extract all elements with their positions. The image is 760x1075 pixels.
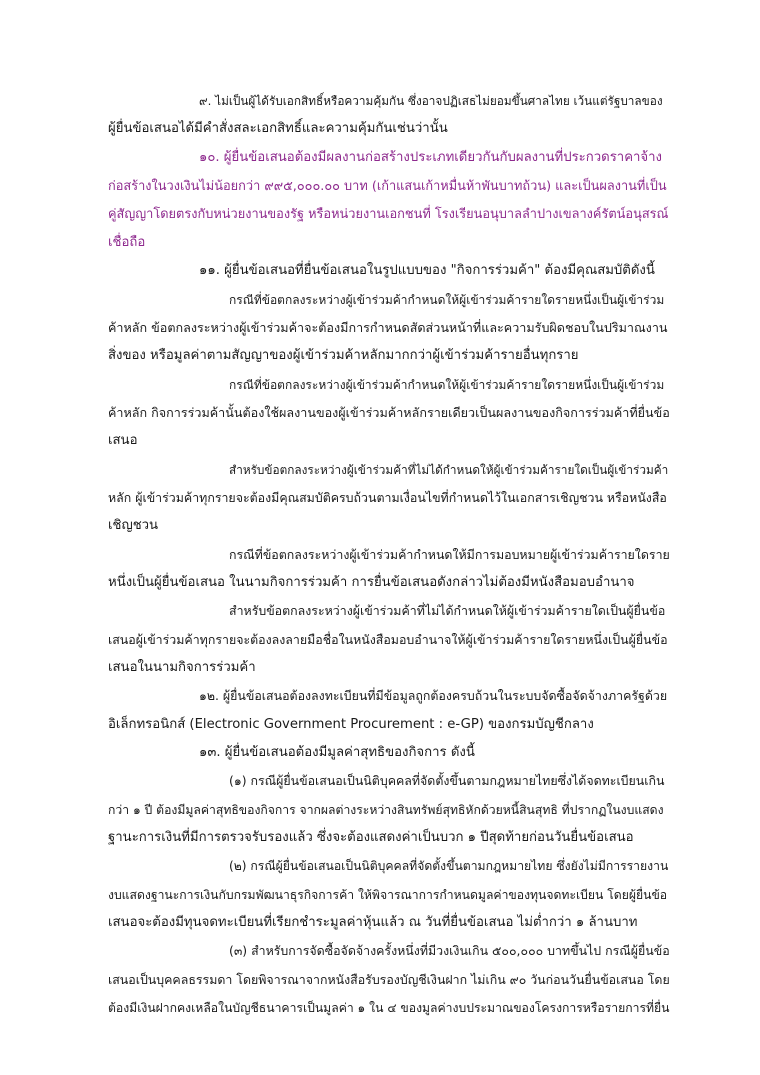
text-line: กรณีที่ข้อตกลงระหว่างผู้เข้าร่วมค้ากำหนดให้ผู้เข้าร่วมค้ารายใดรายหนึ่งเป็นผู้เข้าร่วม bbox=[229, 378, 665, 392]
text-line: ต้องมีเงินฝากคงเหลือในบัญชีธนาคารเป็นมูลค่า ๑ ใน ๔ ของมูลค่างบประมาณของโครงการหรือรายการที่ยื่น bbox=[108, 1001, 670, 1015]
text-line: กรณีที่ข้อตกลงระหว่างผู้เข้าร่วมค้ากำหนดให้มีการมอบหมายผู้เข้าร่วมค้ารายใดราย bbox=[229, 547, 670, 562]
text-line: เสนอผู้เข้าร่วมค้าทุกรายจะต้องลงลายมือชื่อในหนังสือมอบอำนาจให้ผู้เข้าร่วมค้ารายใดรายหนึ่งเป็นผู้ยื่นข้อ bbox=[108, 632, 668, 647]
text-line: (๒) กรณีผู้ยื่นข้อเสนอเป็นนิติบุคคลที่จัดตั้งขึ้นตามกฎหมายไทย ซึ่งยังไม่มีการรายงาน bbox=[229, 859, 669, 873]
text-line: เสนอจะต้องมีทุนจดทะเบียนที่เรียกชำระมูลค่าหุ้นแล้ว ณ วันที่ยื่นข้อเสนอ ไม่ต่ำกว่า ๑ ล้านบาท bbox=[108, 915, 638, 930]
text-line: กว่า ๑ ปี ต้องมีมูลค่าสุทธิของกิจการ จากผลต่างระหว่างสินทรัพย์สุทธิหักด้วยหนี้สินสุทธิ ที่ปรากฏในงบแสดง bbox=[108, 803, 664, 817]
text-line: คู่สัญญาโดยตรงกับหน่วยงานของรัฐ หรือหน่วยงานเอกชนที่ โรงเรียนอนุบาลลำปางเขลางค์รัตน์อนุสรณ์ bbox=[108, 207, 669, 222]
text-line: กรณีที่ข้อตกลงระหว่างผู้เข้าร่วมค้ากำหนดให้ผู้เข้าร่วมค้ารายใดรายหนึ่งเป็นผู้เข้าร่วม bbox=[229, 293, 665, 307]
text-line: หลัก ผู้เข้าร่วมค้าทุกรายจะต้องมีคุณสมบัติครบถ้วนตามเงื่อนไขที่กำหนดไว้ในเอกสารเชิญชวน หรือหนังสือ bbox=[108, 490, 667, 505]
text-line: สำหรับข้อตกลงระหว่างผู้เข้าร่วมค้าที่ไม่ได้กำหนดให้ผู้เข้าร่วมค้ารายใดเป็นผู้เข้าร่วมค้า bbox=[229, 463, 669, 477]
text-line: สิ่งของ หรือมูลค่าตามสัญญาของผู้เข้าร่วมค้าหลักมากกว่าผู้เข้าร่วมค้ารายอื่นทุกราย bbox=[108, 348, 579, 363]
text-line: ค้าหลัก กิจการร่วมค้านั้นต้องใช้ผลงานของผู้เข้าร่วมค้าหลักรายเดียวเป็นผลงานของกิจการร่วมค้าที่ยื่นข้อ bbox=[108, 405, 670, 420]
text-line: ค้าหลัก ข้อตกลงระหว่างผู้เข้าร่วมค้าจะต้องมีการกำหนดสัดส่วนหน้าที่และความรับผิดชอบในปริมาณงาน bbox=[108, 320, 668, 335]
text-line: เสนอเป็นบุคคลธรรมดา โดยพิจารณาจากหนังสือรับรองบัญชีเงินฝาก ไม่เกิน ๙๐ วันก่อนวันยื่นข้อเสนอ โดย bbox=[108, 972, 670, 987]
text-line: ผู้ยื่นข้อเสนอได้มีคำสั่งสละเอกสิทธิ์และความคุ้มกันเช่นว่านั้น bbox=[108, 121, 448, 136]
text-line: ๑๒. ผู้ยื่นข้อเสนอต้องลงทะเบียนที่มีข้อมูลถูกต้องครบถ้วนในระบบจัดซื้อจัดจ้างภาครัฐด้วย bbox=[199, 688, 668, 703]
text-line: ๑๑. ผู้ยื่นข้อเสนอที่ยื่นข้อเสนอในรูปแบบของ "กิจการร่วมค้า" ต้องมีคุณสมบัติดังนี้ bbox=[199, 263, 655, 278]
text-line: สำหรับข้อตกลงระหว่างผู้เข้าร่วมค้าที่ไม่ได้กำหนดให้ผู้เข้าร่วมค้ารายใดเป็นผู้ยื่นข้อ bbox=[229, 603, 666, 618]
text-line: เสนอ bbox=[108, 433, 138, 448]
text-line: ก่อสร้างในวงเงินไม่น้อยกว่า ๙๙๕,๐๐๐.๐๐ บาท (เก้าแสนเก้าหมื่นห้าพันบาทถ้วน) และเป็นผลงานที่เป็น bbox=[108, 179, 667, 194]
text-line: งบแสดงฐานะการเงินกับกรมพัฒนาธุรกิจการค้า ให้พิจารณาการกำหนดมูลค่าของทุนจดทะเบียน โดยผู้ยื่นข้อ bbox=[108, 888, 668, 902]
text-line: หนึ่งเป็นผู้ยื่นข้อเสนอ ในนามกิจการร่วมค้า การยื่นข้อเสนอดังกล่าวไม่ต้องมีหนังสือมอบอำนาจ bbox=[108, 575, 635, 590]
text-line: (๑) กรณีผู้ยื่นข้อเสนอเป็นนิติบุคคลที่จัดตั้งขึ้นตามกฎหมายไทยซึ่งได้จดทะเบียนเกิน bbox=[229, 773, 665, 788]
text-line: เชื่อถือ bbox=[108, 235, 146, 250]
text-line: ๙. ไม่เป็นผู้ได้รับเอกสิทธิ์หรือความคุ้มกัน ซึ่งอาจปฏิเสธไม่ยอมขึ้นศาลไทย เว้นแต่รัฐบาลของ bbox=[199, 94, 663, 108]
text-line: ๑๓. ผู้ยื่นข้อเสนอต้องมีมูลค่าสุทธิของกิจการ ดังนี้ bbox=[199, 745, 475, 760]
text-line: อิเล็กทรอนิกส์ (Electronic Government Procurement : e-GP) ของกรมบัญชีกลาง bbox=[108, 717, 594, 732]
text-line: เชิญชวน bbox=[108, 518, 159, 533]
text-line: (๓) สำหรับการจัดซื้อจัดจ้างครั้งหนึ่งที่มีวงเงินเกิน ๕๐๐,๐๐๐ บาทขึ้นไป กรณีผู้ยื่นข้อ bbox=[229, 943, 670, 958]
text-line: ฐานะการเงินที่มีการตรวจรับรองแล้ว ซึ่งจะต้องแสดงค่าเป็นบวก ๑ ปีสุดท้ายก่อนวันยื่นข้อเสนอ bbox=[108, 830, 634, 845]
text-line: เสนอในนามกิจการร่วมค้า bbox=[108, 660, 256, 675]
text-line: ๑๐. ผู้ยื่นข้อเสนอต้องมีผลงานก่อสร้างประเภทเดียวกันกับผลงานที่ประกวดราคาจ้าง bbox=[199, 150, 662, 165]
